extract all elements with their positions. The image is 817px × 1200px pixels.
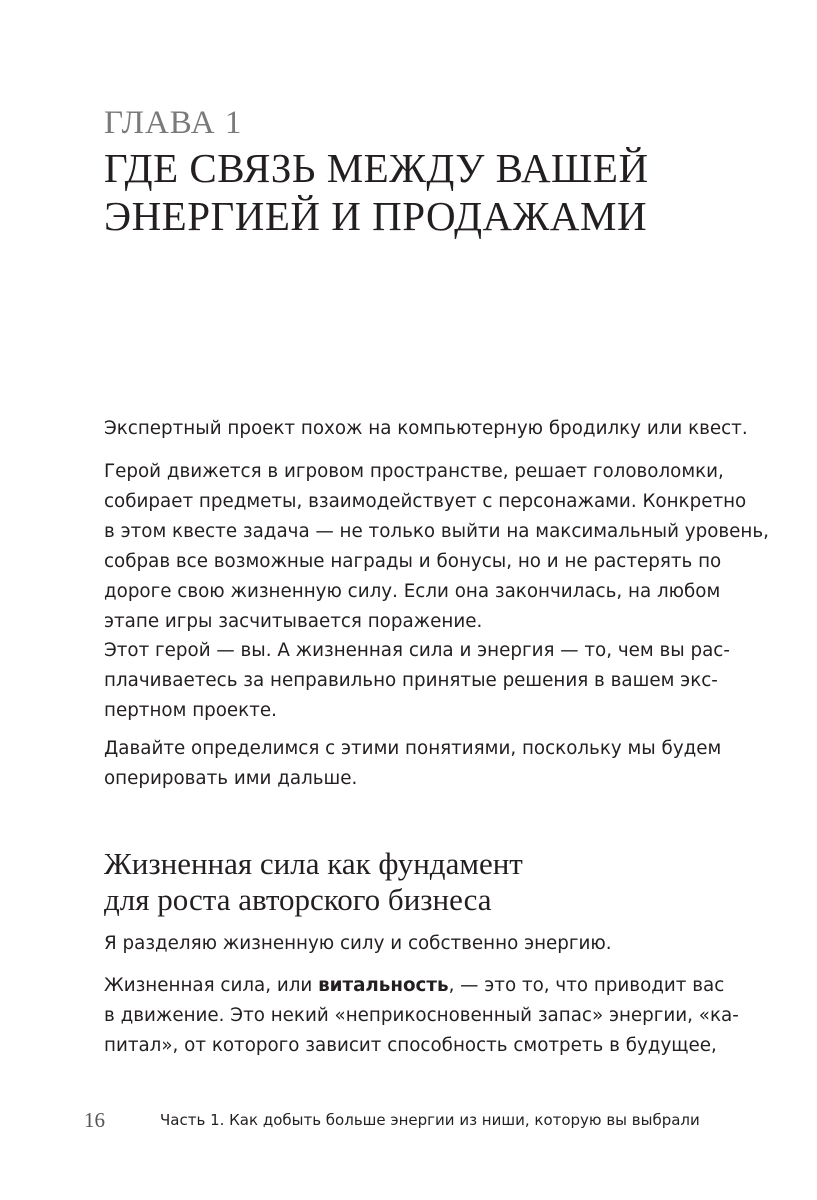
chapter-title-line: ГДЕ СВЯЗЬ МЕЖДУ ВАШЕЙ (104, 145, 649, 191)
chapter-title (104, 144, 744, 240)
section-heading-line: для роста авторского бизнеса (104, 882, 492, 917)
text-line: собрав все возможные награды и бонусы, но и не растерять по (104, 551, 722, 572)
paragraph-definitions (104, 734, 722, 794)
running-title: Часть 1. Как добыть больше энергии из ниши, которую вы выбрали (160, 1111, 700, 1129)
text-line: Экспертный проект похож на компьютерную бродилку или квест. (104, 418, 748, 439)
page-number: 16 (84, 1108, 105, 1132)
bold-term-vitality: витальность (318, 975, 449, 996)
text-line: Этот герой — вы. А жизненная сила и энергия — то, чем вы рас- (104, 640, 730, 661)
text-line: Герой движется в игровом пространстве, решает головоломки, (104, 461, 724, 482)
section-heading-line: Жизненная сила как фундамент (104, 846, 523, 881)
text-line: в этом квесте задача — не только выйти на максимальный уровень, (104, 521, 769, 542)
chapter-label: ГЛАВА 1 (104, 105, 243, 141)
paragraph-separation (104, 929, 713, 959)
text-line: дороге свою жизненную силу. Если она закончилась, на любом (104, 581, 721, 602)
text-line: этапе игры засчитывается поражение. (104, 611, 483, 632)
text-line: питал», от которого зависит способность смотреть в будущее, (104, 1035, 717, 1056)
paragraph-hero (104, 457, 769, 637)
text-run: , — это то, что приводит вас (448, 975, 725, 996)
text-line: пертном проекте. (104, 700, 277, 721)
text-line: плачиваетесь за неправильно принятые решения в вашем экс- (104, 670, 718, 691)
section-heading (104, 846, 724, 918)
text-run: Жизненная сила, или (104, 975, 319, 996)
chapter-title-line: ЭНЕРГИЕЙ И ПРОДАЖАМИ (104, 193, 648, 239)
paragraph-hero-is-you (104, 636, 730, 726)
text-line: Я разделяю жизненную силу и собственно энергию. (104, 933, 612, 954)
text-line: в движение. Это некий «неприкосновенный запас» энергии, «ка- (104, 1005, 739, 1026)
text-line: Давайте определимся с этими понятиями, поскольку мы будем (104, 738, 722, 759)
paragraph-quest-comparison (104, 414, 748, 444)
text-line (104, 971, 725, 1001)
text-line: собирает предметы, взаимодействует с персонажами. Конкретно (104, 491, 747, 512)
text-line: оперировать ими дальше. (104, 768, 358, 789)
paragraph-vitality (104, 971, 739, 1061)
